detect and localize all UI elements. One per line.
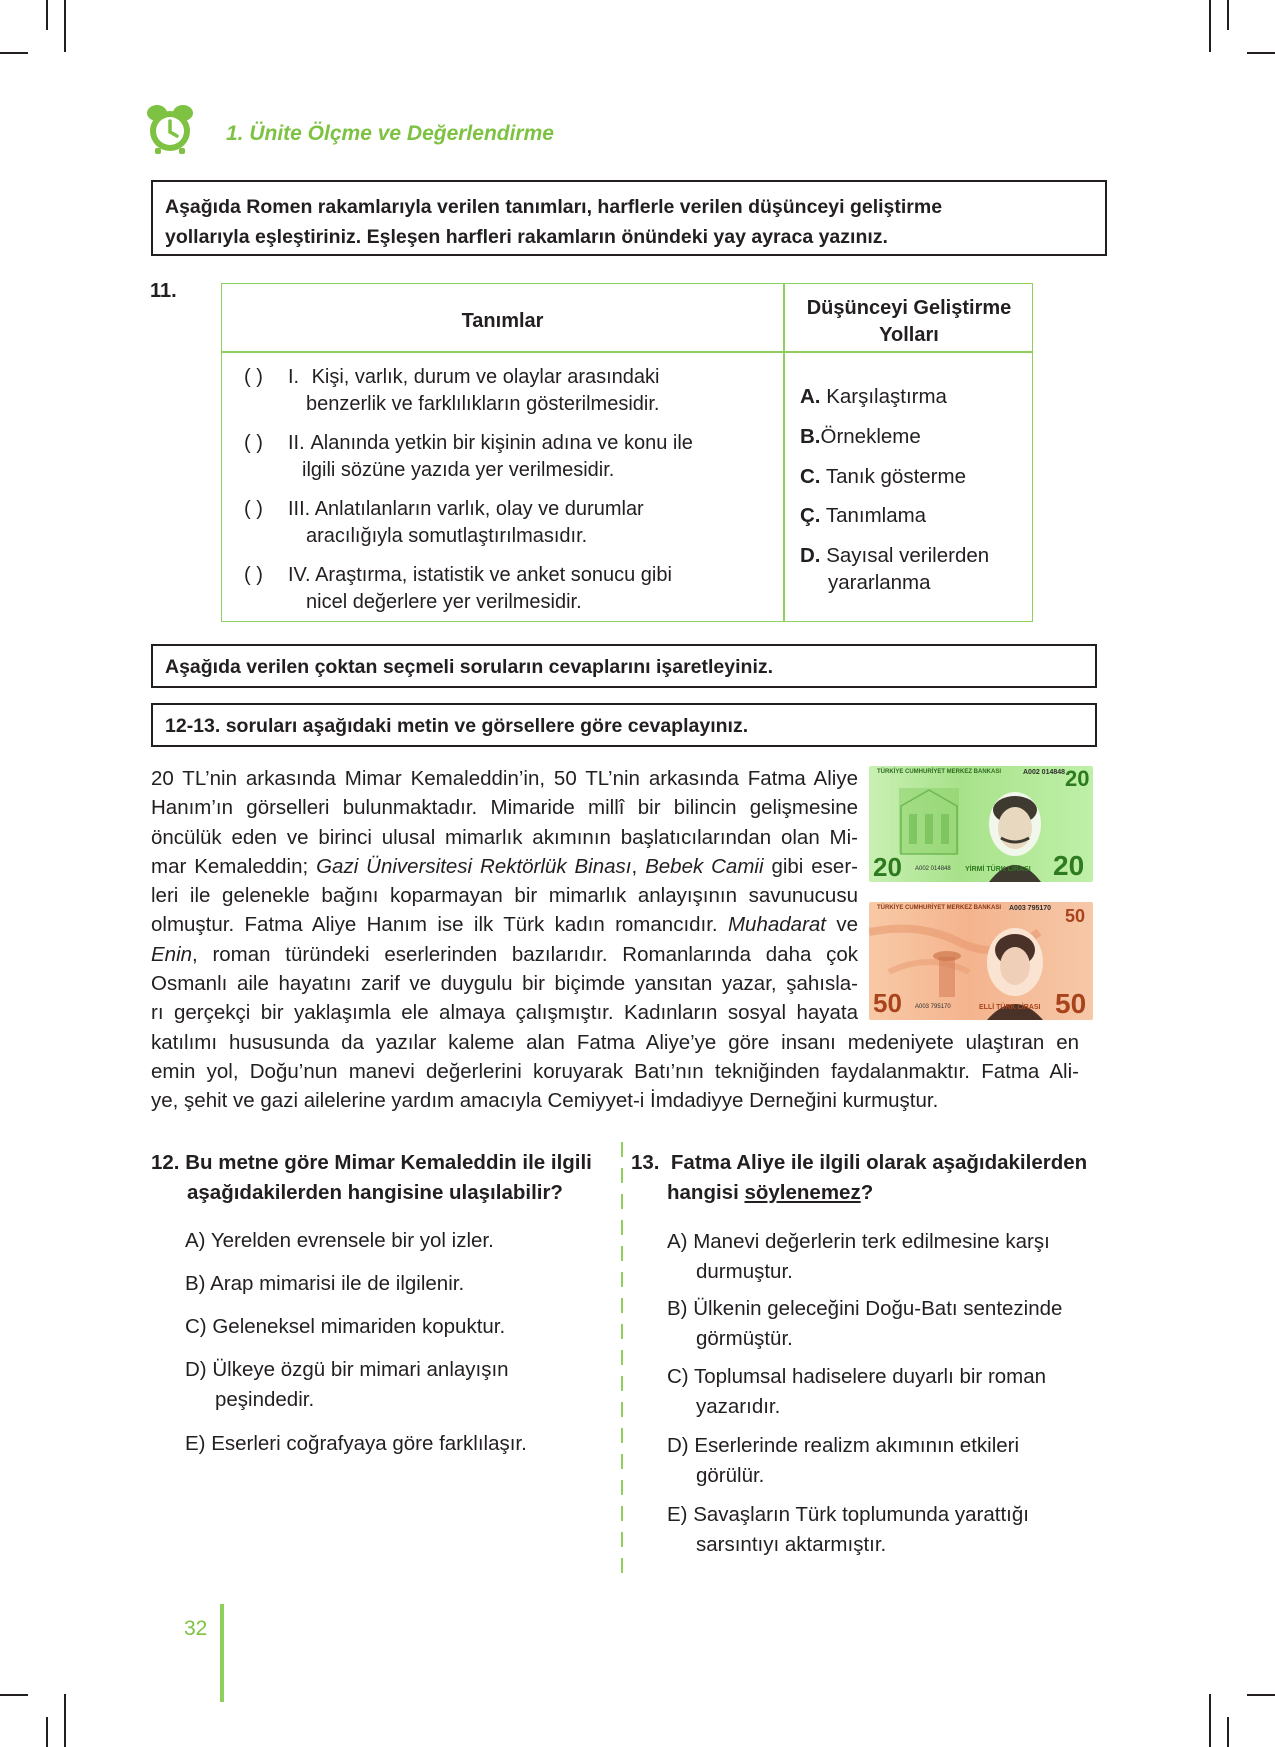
definition-text: Anlatılanların varlık, olay ve durumlar [314, 498, 644, 520]
passage-line: öncülük eden ve birinci ulusal mimarlık akımının başlatıcılarından olan Mi- [151, 825, 858, 849]
answer-option[interactable]: B) Ülkenin geleceğini Doğu-Batı sentezinde görmüştür. [667, 1297, 1063, 1350]
roman-numeral: IV. [288, 564, 311, 586]
column-divider [621, 1220, 623, 1235]
column-divider [621, 1246, 623, 1261]
answer-blank[interactable]: ( ) [244, 432, 263, 454]
passage-line: rı gerçekçi bir yaklaşımla ele almaya çalışmıştır. Kadınların sosyal hayata [151, 1001, 858, 1025]
column-divider [621, 1480, 623, 1495]
matching-table [221, 283, 1033, 622]
definition-text: aracılığıyla somutlaştırılmasıdır. [306, 525, 588, 547]
banknote-denomination: 50 [873, 988, 902, 1018]
column-divider [621, 1350, 623, 1365]
banknote-serial: A002 014848 [915, 866, 951, 872]
banknote-bank-name: TÜRKİYE CUMHURİYET MERKEZ BANKASI [877, 769, 1002, 775]
banknote-50-image [869, 902, 1093, 1020]
question-13-stem: 13. Fatma Aliye ile ilgili olarak aşağıdakilerden hangisi söylenemez? [631, 1151, 1088, 1204]
answer-option[interactable]: D) Ülkeye özgü bir mimari anlayışın peşindedir. [185, 1358, 509, 1411]
definition-item [244, 430, 764, 484]
answer-option[interactable]: E) Eserleri coğrafyaya göre farklılaşır. [185, 1432, 527, 1455]
answer-option[interactable]: B) Arap mimarisi ile de ilgilenir. [185, 1272, 465, 1295]
column-divider [621, 1168, 623, 1183]
definition-text: nicel değerlere yer verilmesidir. [306, 591, 582, 613]
passage-instruction-box: 12-13. soruları aşağıdaki metin ve görsellere göre cevaplayınız. [151, 703, 1097, 747]
column-divider [621, 1272, 623, 1287]
banknote-bank-name: TÜRKİYE CUMHURİYET MERKEZ BANKASI [877, 905, 1002, 911]
banknote-20-image [869, 766, 1093, 882]
definition-item [244, 562, 764, 616]
passage-line: 20 TL’nin arkasında Mimar Kemaleddin’in, 50 TL’nin arkasında Fatma Aliye [151, 767, 858, 790]
roman-numeral: III. [288, 498, 311, 520]
crop-mark [64, 0, 66, 52]
passage-line: emin yol, Doğu’nun manevi değerlerini koruyarak Batı’nın tekniğinden faydalanmaktır. Fatma Ali- [151, 1059, 1079, 1083]
crop-mark [1247, 52, 1275, 54]
passage-line: Enin, roman türündeki eserlerinden bazılarıdır. Romanlarında daha çok [151, 942, 858, 966]
table-divider [222, 351, 1032, 353]
column-divider [621, 1324, 623, 1339]
instruction-line: yollarıyla eşleştiriniz. Eşleşen harfleri rakamların önündeki yay ayraca yazınız. [165, 226, 888, 248]
crop-mark [64, 1694, 66, 1747]
crop-mark [0, 52, 28, 54]
page-number-bar [220, 1604, 224, 1702]
passage-line: ye, şehit ve gazi ailelerine yardım amacıyla Cemiyyet-i İmdadiyye Derneğini kurmuştur. [151, 1089, 939, 1113]
table-header-methods [785, 295, 1033, 349]
crop-mark [0, 1694, 28, 1696]
table-header-definitions: Tanımlar [461, 310, 544, 332]
crop-mark [1227, 1717, 1229, 1747]
passage-line: Hanım’ın görselleri bulunmaktadır. Mimaride millî bir bilincin gelişmesine [151, 796, 858, 820]
banknote-denomination: 20 [873, 852, 902, 882]
column-divider [621, 1506, 623, 1521]
passage-line: leri ile gelenekle bağını koparmayan bir mimarlık anlayışının savunucusu [151, 884, 858, 908]
method-option: Ç. Tanımlama [800, 504, 927, 527]
definition-text: benzerlik ve farklılıkların gösterilmesidir. [306, 393, 660, 415]
method-option: B.Örnekleme [800, 425, 921, 448]
roman-numeral: II. [288, 432, 305, 454]
banknote-denomination: 20 [1065, 766, 1090, 791]
banknote-serial: A003 795170 [915, 1004, 951, 1010]
definition-item [244, 364, 764, 418]
column-divider [621, 1454, 623, 1469]
answer-blank[interactable]: ( ) [244, 366, 263, 388]
crop-mark [1247, 1694, 1275, 1696]
passage-line: katılımı hususunda da yazılar kaleme alan Fatma Aliye’ye göre insanı medeniyete ulaştıran en [151, 1030, 1079, 1054]
banknote-label: YİRMİ TÜRK LİRASI [965, 866, 1031, 873]
definition-text: Kişi, varlık, durum ve olaylar arasındaki [311, 366, 660, 388]
method-option: C. Tanık gösterme [800, 465, 966, 488]
crop-mark [46, 0, 48, 30]
matching-instruction-box [151, 180, 1107, 256]
instruction-line: Aşağıda Romen rakamlarıyla verilen tanımları, harflerle verilen düşünceyi geliştirme [165, 196, 943, 218]
answer-option[interactable]: E) Savaşların Türk toplumunda yarattığı sarsıntıyı aktarmıştır. [667, 1503, 1029, 1556]
mc-instruction-box: Aşağıda verilen çoktan seçmeli soruların cevaplarını işaretleyiniz. [151, 644, 1097, 688]
column-divider [621, 1194, 623, 1209]
method-option: A. Karşılaştırma [800, 385, 947, 408]
header-line: Yolları [879, 324, 939, 346]
definition-text: ilgili sözüne yazıda yer verilmesidir. [302, 459, 615, 481]
column-divider [621, 1376, 623, 1391]
answer-option[interactable]: C) Geleneksel mimariden kopuktur. [185, 1315, 506, 1338]
page-number: 32 [184, 1617, 208, 1640]
column-divider [621, 1558, 623, 1573]
answer-blank[interactable]: ( ) [244, 564, 263, 586]
definition-text: Alanında yetkin bir kişinin adına ve konu ile [310, 432, 693, 454]
crop-mark [1209, 0, 1211, 52]
banknote-serial: A003 795170 [1009, 905, 1052, 912]
column-divider [621, 1428, 623, 1443]
column-divider [621, 1142, 623, 1157]
answer-option[interactable]: D) Eserlerinde realizm akımının etkileri görülür. [667, 1434, 1020, 1487]
method-option: D. Sayısal verilerden yararlanma [800, 544, 990, 594]
passage-line: olmuştur. Fatma Aliye Hanım ise ilk Türk kadın romancıdır. Muhadarat ve [151, 913, 858, 937]
banknote-denomination: 50 [1065, 906, 1086, 926]
crop-mark [1209, 1694, 1211, 1747]
unit-title: 1. Ünite Ölçme ve Değerlendirme [226, 122, 554, 145]
banknote-serial: A002 014848 [1023, 769, 1066, 776]
banknote-denomination: 20 [1053, 850, 1085, 881]
crop-mark [46, 1717, 48, 1747]
banknote-denomination: 50 [1055, 988, 1087, 1019]
answer-option[interactable]: C) Toplumsal hadiselere duyarlı bir roman yazarıdır. [667, 1365, 1047, 1418]
passage-line: Osmanlı aile hayatını zarif ve duygulu bir biçimde yansıtan yazar, şahısla- [151, 972, 858, 996]
header-line: Düşünceyi Geliştirme [806, 297, 1012, 319]
column-divider [621, 1298, 623, 1313]
answer-option[interactable]: A) Manevi değerlerin terk edilmesine karşı durmuştur. [667, 1230, 1050, 1283]
alarm-clock-icon [144, 104, 196, 154]
definition-item [244, 496, 764, 550]
passage-line: mar Kemaleddin; Gazi Üniversitesi Rektörlük Binası, Bebek Camii gibi eser- [151, 854, 858, 878]
crop-mark [1227, 0, 1229, 30]
question-number: 11. [150, 280, 177, 302]
answer-blank[interactable]: ( ) [244, 498, 263, 520]
banknote-label: ELLİ TÜRK LİRASI [979, 1004, 1041, 1011]
definition-text: Araştırma, istatistik ve anket sonucu gibi [315, 564, 672, 586]
question-12-stem: 12. Bu metne göre Mimar Kemaleddin ile ilgili aşağıdakilerden hangisine ulaşılabilir? [151, 1151, 592, 1204]
answer-option[interactable]: A) Yerelden evrensele bir yol izler. [185, 1229, 494, 1252]
column-divider [621, 1532, 623, 1547]
roman-numeral: I. [288, 366, 300, 388]
column-divider [621, 1402, 623, 1417]
